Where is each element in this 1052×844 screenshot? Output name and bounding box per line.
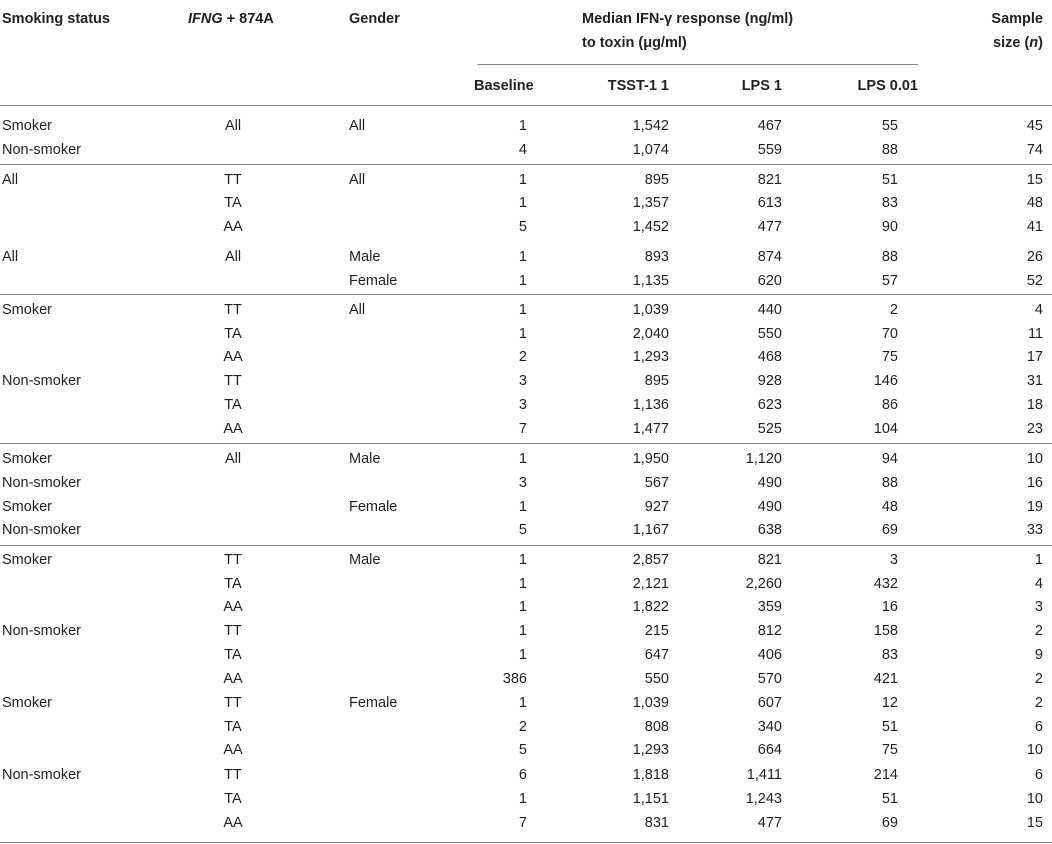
cell-tsst: 1,151	[632, 791, 669, 807]
cell-sample-size: 4	[1034, 302, 1043, 318]
header-median-line1: Median IFN-γ response (ng/ml)	[582, 11, 794, 27]
cell-lps001: 88	[881, 249, 898, 265]
cell-tsst: 1,135	[632, 273, 669, 289]
cell-sample-size: 9	[1034, 647, 1043, 663]
cell-lps1: 928	[757, 373, 782, 389]
cell-gender: Female	[349, 695, 398, 711]
cell-tsst: 1,039	[632, 302, 669, 318]
cell-tsst: 2,121	[632, 576, 669, 592]
cell-gender: Male	[349, 451, 381, 467]
cell-baseline: 1	[518, 302, 527, 318]
cell-sample-size: 48	[1026, 195, 1043, 211]
cell-lps1: 490	[757, 475, 782, 491]
cell-smoking-status: Smoker	[2, 451, 52, 467]
cell-lps001: 57	[881, 273, 898, 289]
cell-sample-size: 2	[1034, 671, 1043, 687]
cell-tsst: 895	[644, 373, 669, 389]
cell-smoking-status: Smoker	[2, 552, 52, 568]
group-divider-4	[0, 545, 1052, 546]
group-divider-2	[0, 294, 1052, 295]
cell-sample-size: 6	[1034, 719, 1043, 735]
cell-sample-size: 4	[1034, 576, 1043, 592]
cell-smoking-status: Smoker	[2, 118, 52, 134]
cell-lps1: 1,411	[746, 767, 782, 783]
cell-sample-size: 11	[1027, 326, 1043, 342]
cell-baseline: 1	[518, 647, 527, 663]
cell-baseline: 5	[518, 742, 527, 758]
cell-baseline: 1	[518, 451, 527, 467]
cell-gender: Female	[349, 273, 398, 289]
cell-lps1: 874	[757, 249, 782, 265]
cell-smoking-status: Non-smoker	[2, 623, 81, 639]
cell-lps1: 467	[757, 118, 782, 134]
cell-tsst: 1,818	[632, 767, 669, 783]
cell-baseline: 7	[518, 815, 527, 831]
cell-baseline: 1	[518, 791, 527, 807]
cell-tsst: 1,074	[632, 142, 669, 158]
cell-lps001: 51	[881, 719, 898, 735]
cell-sample-size: 1	[1034, 552, 1043, 568]
cell-smoking-status: Smoker	[2, 302, 52, 318]
cell-baseline: 5	[518, 219, 527, 235]
cell-sample-size: 10	[1026, 451, 1043, 467]
cell-sample-size: 15	[1026, 172, 1043, 188]
cell-baseline: 1	[518, 552, 527, 568]
cell-ifng-genotype: All	[224, 451, 242, 467]
cell-lps1: 559	[757, 142, 782, 158]
cell-tsst: 1,452	[632, 219, 669, 235]
cell-ifng-genotype: All	[224, 249, 242, 265]
cell-lps001: 214	[873, 767, 898, 783]
header-sample-line1: Sample	[991, 11, 1043, 27]
cell-sample-size: 19	[1026, 499, 1043, 515]
cell-sample-size: 3	[1034, 599, 1043, 615]
cell-gender: Female	[349, 499, 398, 515]
cell-lps1: 620	[757, 273, 782, 289]
cell-lps001: 16	[881, 599, 898, 615]
cell-lps001: 69	[881, 815, 898, 831]
cell-baseline: 2	[518, 719, 527, 735]
cell-ifng-genotype: TT	[224, 623, 242, 639]
cell-sample-size: 52	[1026, 273, 1043, 289]
cell-lps001: 88	[881, 475, 898, 491]
cell-lps001: 146	[873, 373, 898, 389]
cell-baseline: 3	[518, 373, 527, 389]
cell-ifng-genotype: AA	[223, 671, 243, 687]
cell-sample-size: 10	[1026, 742, 1043, 758]
cell-lps1: 440	[757, 302, 782, 318]
cell-sample-size: 33	[1026, 522, 1043, 538]
cell-tsst: 927	[644, 499, 669, 515]
cell-ifng-genotype: TT	[224, 302, 242, 318]
header-lps1: LPS 1	[741, 78, 782, 94]
cell-lps1: 2,260	[745, 576, 782, 592]
cell-lps1: 340	[757, 719, 782, 735]
cell-gender: All	[349, 118, 366, 134]
cell-tsst: 550	[644, 671, 669, 687]
cell-tsst: 647	[644, 647, 669, 663]
cell-lps1: 821	[757, 172, 782, 188]
cell-tsst: 1,293	[632, 742, 669, 758]
cell-tsst: 1,136	[632, 397, 669, 413]
cell-tsst: 1,542	[632, 118, 669, 134]
cell-lps1: 1,120	[745, 451, 782, 467]
cell-lps1: 613	[757, 195, 782, 211]
cell-smoking-status: Non-smoker	[2, 142, 81, 158]
cell-lps1: 821	[757, 552, 782, 568]
cell-baseline: 3	[518, 397, 527, 413]
cell-baseline: 6	[518, 767, 527, 783]
cell-ifng-genotype: AA	[223, 599, 243, 615]
header-smoking-status: Smoking status	[2, 11, 110, 27]
cell-lps1: 525	[757, 421, 782, 437]
cell-lps001: 2	[889, 302, 898, 318]
cell-lps001: 88	[881, 142, 898, 158]
cell-ifng-genotype: AA	[223, 219, 243, 235]
cell-smoking-status: All	[2, 172, 19, 188]
cell-lps001: 69	[881, 522, 898, 538]
cell-baseline: 1	[518, 326, 527, 342]
cell-lps1: 477	[757, 219, 782, 235]
cell-sample-size: 2	[1034, 695, 1043, 711]
cell-lps001: 94	[881, 451, 898, 467]
cell-tsst: 808	[644, 719, 669, 735]
header-tsst: TSST-1 1	[607, 78, 669, 94]
cell-lps001: 90	[881, 219, 898, 235]
cell-tsst: 831	[644, 815, 669, 831]
cell-baseline: 1	[518, 172, 527, 188]
cell-sample-size: 16	[1026, 475, 1043, 491]
cell-baseline: 1	[518, 249, 527, 265]
cell-tsst: 1,950	[632, 451, 669, 467]
cell-baseline: 5	[518, 522, 527, 538]
cell-tsst: 215	[644, 623, 669, 639]
cell-lps1: 1,243	[745, 791, 782, 807]
cell-baseline: 7	[518, 421, 527, 437]
cell-sample-size: 23	[1026, 421, 1043, 437]
cell-baseline: 1	[518, 599, 527, 615]
cell-ifng-genotype: TT	[224, 172, 242, 188]
cell-lps001: 70	[881, 326, 898, 342]
cell-lps1: 406	[757, 647, 782, 663]
cell-lps001: 83	[881, 647, 898, 663]
cell-baseline: 1	[518, 273, 527, 289]
cell-ifng-genotype: TA	[224, 791, 242, 807]
cell-lps1: 490	[757, 499, 782, 515]
cell-lps001: 48	[881, 499, 898, 515]
cell-ifng-genotype: All	[224, 118, 242, 134]
cell-lps001: 86	[881, 397, 898, 413]
cell-sample-size: 41	[1026, 219, 1043, 235]
cell-lps001: 12	[881, 695, 898, 711]
header-subrule	[477, 64, 918, 65]
cell-tsst: 567	[644, 475, 669, 491]
cell-gender: All	[349, 302, 366, 318]
header-sample-n: n	[1029, 35, 1039, 51]
cell-lps001: 432	[873, 576, 898, 592]
header-baseline: Baseline	[474, 78, 534, 94]
table-bottom-rule	[0, 842, 1052, 843]
cell-baseline: 1	[518, 695, 527, 711]
cell-ifng-genotype: TA	[224, 397, 242, 413]
header-median-line2: to toxin (μg/ml)	[582, 35, 687, 51]
cell-lps1: 477	[757, 815, 782, 831]
cell-sample-size: 15	[1026, 815, 1043, 831]
cell-smoking-status: Non-smoker	[2, 522, 81, 538]
header-ifng	[188, 10, 274, 28]
cell-sample-size: 26	[1026, 249, 1043, 265]
cell-baseline: 1	[518, 623, 527, 639]
header-ifng-gene: IFNG	[188, 11, 223, 27]
cell-ifng-genotype: TA	[224, 195, 242, 211]
cell-baseline: 1	[518, 499, 527, 515]
cell-gender: Male	[349, 552, 381, 568]
cell-ifng-genotype: TA	[224, 576, 242, 592]
cell-smoking-status: Non-smoker	[2, 475, 81, 491]
cell-ifng-genotype: TA	[224, 326, 242, 342]
cell-smoking-status: Smoker	[2, 695, 52, 711]
cell-ifng-genotype: TT	[224, 373, 242, 389]
cell-ifng-genotype: AA	[223, 421, 243, 437]
cell-lps1: 570	[757, 671, 782, 687]
cell-lps001: 3	[889, 552, 898, 568]
cell-tsst: 1,822	[632, 599, 669, 615]
cell-ifng-genotype: TA	[224, 647, 242, 663]
header-sample-pre: size (	[993, 35, 1030, 51]
cell-smoking-status: Non-smoker	[2, 373, 81, 389]
cell-baseline: 1	[518, 195, 527, 211]
cell-baseline: 4	[518, 142, 527, 158]
cell-lps001: 75	[881, 742, 898, 758]
cell-lps001: 51	[881, 791, 898, 807]
cell-tsst: 895	[644, 172, 669, 188]
cell-baseline: 386	[502, 671, 527, 687]
cell-lps001: 421	[873, 671, 898, 687]
header-sample-line2	[993, 34, 1043, 52]
cell-lps001: 51	[881, 172, 898, 188]
cell-lps001: 55	[881, 118, 898, 134]
cell-tsst: 2,857	[632, 552, 669, 568]
cell-sample-size: 31	[1026, 373, 1043, 389]
cell-ifng-genotype: TA	[224, 719, 242, 735]
cell-ifng-genotype: AA	[223, 815, 243, 831]
cell-gender: Male	[349, 249, 381, 265]
cell-sample-size: 10	[1026, 791, 1043, 807]
cell-sample-size: 45	[1026, 118, 1043, 134]
cell-baseline: 1	[518, 118, 527, 134]
header-ifng-variant: + 874A	[222, 11, 274, 27]
cell-tsst: 1,357	[632, 195, 669, 211]
cell-sample-size: 74	[1026, 142, 1043, 158]
cell-tsst: 1,167	[632, 522, 669, 538]
cell-lps1: 468	[757, 349, 782, 365]
cell-ifng-genotype: TT	[224, 767, 242, 783]
cell-ifng-genotype: AA	[223, 742, 243, 758]
cell-lps1: 664	[757, 742, 782, 758]
cell-tsst: 1,477	[632, 421, 669, 437]
group-divider-3	[0, 443, 1052, 444]
cell-smoking-status: Smoker	[2, 499, 52, 515]
cell-tsst: 893	[644, 249, 669, 265]
cell-baseline: 2	[518, 349, 527, 365]
cell-tsst: 1,039	[632, 695, 669, 711]
cell-lps001: 75	[881, 349, 898, 365]
header-gender: Gender	[349, 11, 400, 27]
cell-gender: All	[349, 172, 366, 188]
cell-lps1: 359	[757, 599, 782, 615]
cell-sample-size: 18	[1026, 397, 1043, 413]
cell-baseline: 1	[518, 576, 527, 592]
cell-lps001: 83	[881, 195, 898, 211]
cell-lps001: 158	[873, 623, 898, 639]
header-sample-post: )	[1038, 35, 1043, 51]
cell-smoking-status: Non-smoker	[2, 767, 81, 783]
cell-sample-size: 2	[1034, 623, 1043, 639]
cell-sample-size: 6	[1034, 767, 1043, 783]
cell-ifng-genotype: AA	[223, 349, 243, 365]
cell-lps1: 812	[757, 623, 782, 639]
cell-ifng-genotype: TT	[224, 695, 242, 711]
header-bottom-rule	[0, 105, 1052, 106]
cell-lps1: 623	[757, 397, 782, 413]
cell-tsst: 2,040	[632, 326, 669, 342]
group-divider-1	[0, 164, 1052, 165]
cell-smoking-status: All	[2, 249, 19, 265]
cell-lps1: 638	[757, 522, 782, 538]
cell-lps1: 550	[757, 326, 782, 342]
cell-tsst: 1,293	[632, 349, 669, 365]
cell-baseline: 3	[518, 475, 527, 491]
cell-lps1: 607	[757, 695, 782, 711]
header-lps001: LPS 0.01	[857, 78, 918, 94]
cell-lps001: 104	[873, 421, 898, 437]
cell-ifng-genotype: TT	[224, 552, 242, 568]
cell-sample-size: 17	[1026, 349, 1043, 365]
